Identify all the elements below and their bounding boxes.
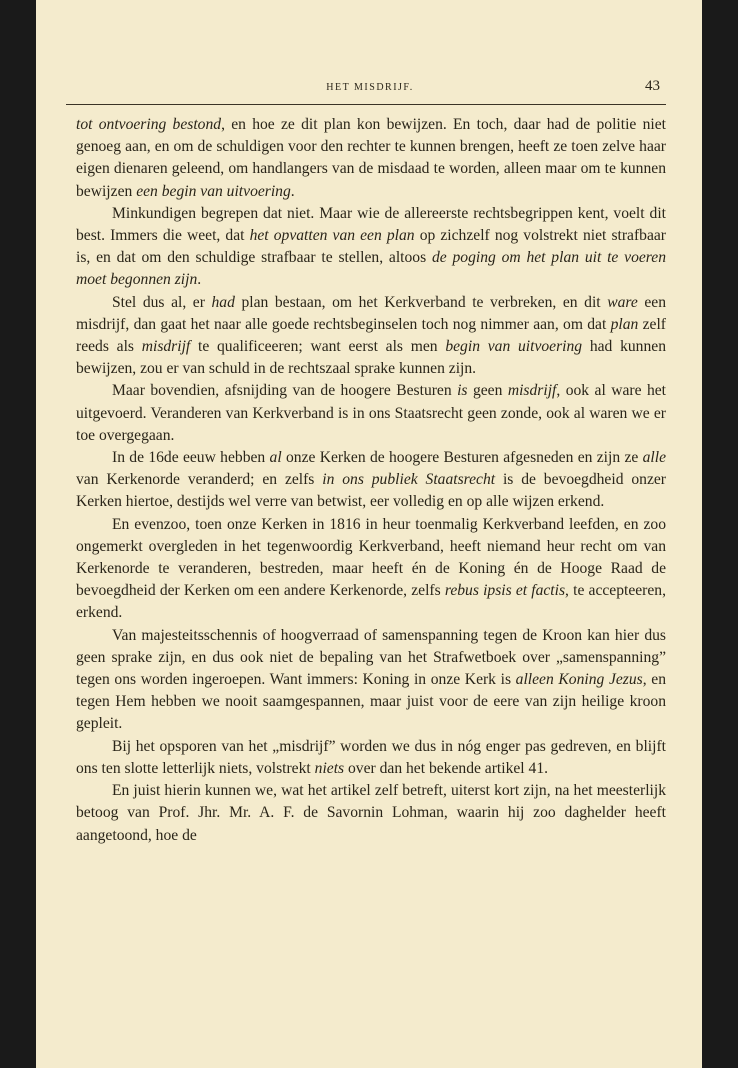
- text-run: Maar bovendien, afsnijding van de hoogere Besturen: [112, 382, 458, 400]
- italic-phrase: niets: [314, 759, 345, 777]
- text-run: had kunnen bewijzen, zou er van schuld in de rechtszaal sprake kunnen zijn.: [76, 338, 666, 378]
- italic-phrase: ware: [607, 293, 638, 311]
- paragraph: [76, 625, 666, 736]
- text-run: Stel dus al, er: [112, 293, 212, 311]
- text-run: En evenzoo, toen onze Kerken in 1816 in heur toenmalig Kerkverband leefden, en zoo ongemerkt overgleden in het tegenwoordig Kerkverband, heeft niemand heur recht om van Kerkenorde te veranderen, bestreden, maar heeft én de Koning én de Hooge Raad de bevoegdheid der Kerken om een andere Kerkenorde, zelfs: [76, 515, 666, 600]
- page-number: 43: [645, 78, 660, 94]
- italic-phrase: plan: [610, 315, 639, 333]
- italic-phrase: de poging om het plan uit te voeren moet begonnen zijn: [76, 249, 667, 289]
- paragraph: [76, 514, 666, 625]
- italic-phrase: tot ontvoering bestond: [76, 116, 222, 133]
- paragraph: [76, 780, 666, 847]
- text-run: , ook al ware het uitgevoerd. Veranderen van Kerkverband is in ons Staatsrecht geen zonde, ook al waren we er toe overgegaan.: [76, 382, 667, 444]
- paragraph: [76, 447, 666, 514]
- text-run: van Kerkenorde veranderd; en zelfs: [76, 471, 323, 489]
- text-run: plan bestaan, om het Kerkverband te verbreken, en dit: [234, 293, 608, 311]
- text-run: is de bevoegdheid onzer Kerken hiertoe, destijds wel verre van betwist, eer volledig en op alle wijzen erkend.: [76, 471, 666, 511]
- text-run: geen: [467, 382, 508, 400]
- italic-phrase: alleen Koning Jezus: [515, 671, 643, 689]
- text-run: te qualificeeren; want eerst als men: [190, 338, 446, 356]
- text-run: , en hoe ze dit plan kon bewijzen. En toch, daar had de politie niet genoeg aan, en om de schuldigen voor den rechter te kunnen brengen, heeft ze toen zelve haar eigen dienaren geleend, om handlangers van de misdaad te worden, alleen maar om te kunnen bewijzen: [76, 116, 666, 200]
- paragraph: [76, 203, 666, 292]
- text-run: over dan het bekende artikel 41.: [344, 759, 549, 777]
- italic-phrase: misdrijf: [507, 382, 557, 400]
- body-text: [76, 114, 666, 847]
- italic-phrase: in ons publiek Staatsrecht: [322, 471, 496, 489]
- text-run: Minkundigen begrepen dat niet. Maar wie de allereerste rechtsbegrippen kent, voelt dit best. Immers die weet, dat: [76, 204, 666, 245]
- text-run: zelf reeds als: [76, 315, 666, 356]
- italic-phrase: het opvatten van een plan: [249, 227, 415, 245]
- italic-phrase: begin van uitvoering: [445, 338, 583, 356]
- italic-phrase: een begin van uitvoering: [136, 182, 291, 200]
- text-run: .: [197, 271, 202, 289]
- text-run: onze Kerken de hoogere Besturen afgesneden en zijn ze: [281, 449, 643, 467]
- italic-phrase: is: [457, 382, 468, 400]
- book-page: [36, 0, 702, 1068]
- text-run: op zichzelf nog volstrekt niet strafbaar is, en dat om den schuldige strafbaar te stellen, altoos: [76, 227, 666, 267]
- running-title: HET MISDRIJF.: [326, 82, 414, 93]
- text-run: een misdrijf, dan gaat het naar alle goede rechtsbeginselen toch nog nimmer aan, om dat: [76, 293, 667, 333]
- paragraph: [76, 114, 666, 203]
- italic-phrase: misdrijf: [141, 338, 191, 356]
- italic-phrase: al: [269, 449, 282, 467]
- italic-phrase: had: [211, 293, 235, 311]
- text-run: In de 16de eeuw hebben: [112, 449, 270, 467]
- paragraph: [76, 292, 666, 381]
- text-run: Bij het opsporen van het „misdrijf” worden we dus in nóg enger pas gedreven, en blijft ons ten slotte letterlijk niets, volstrekt: [76, 737, 666, 777]
- header-rule: [66, 104, 666, 105]
- text-run: , te accepteeren, erkend.: [76, 582, 666, 622]
- italic-phrase: alle: [642, 449, 666, 467]
- text-run: .: [290, 182, 295, 200]
- text-run: En juist hierin kunnen we, wat het artikel zelf betreft, uiterst kort zijn, na het meesterlijk betoog van Prof. Jhr. Mr. A. F. de Savornin Lohman, waarin hij zoo daghelder heeft aangetoond, hoe de: [76, 782, 666, 844]
- paragraph: [76, 736, 666, 780]
- text-run: Van majesteitsschennis of hoogverraad of samenspanning tegen de Kroon kan hier dus geen sprake zijn, en dus ook niet de bepaling van het Strafwetboek over „samenspanning” tegen ons worden ingeroepen. Want immers: Koning in onze Kerk is: [76, 626, 666, 689]
- paragraph: [76, 380, 666, 447]
- text-run: , en tegen Hem hebben we nooit saamgespannen, maar juist voor de eere van zijn heilige kroon gepleit.: [76, 671, 666, 733]
- italic-phrase: rebus ipsis et factis: [444, 582, 566, 600]
